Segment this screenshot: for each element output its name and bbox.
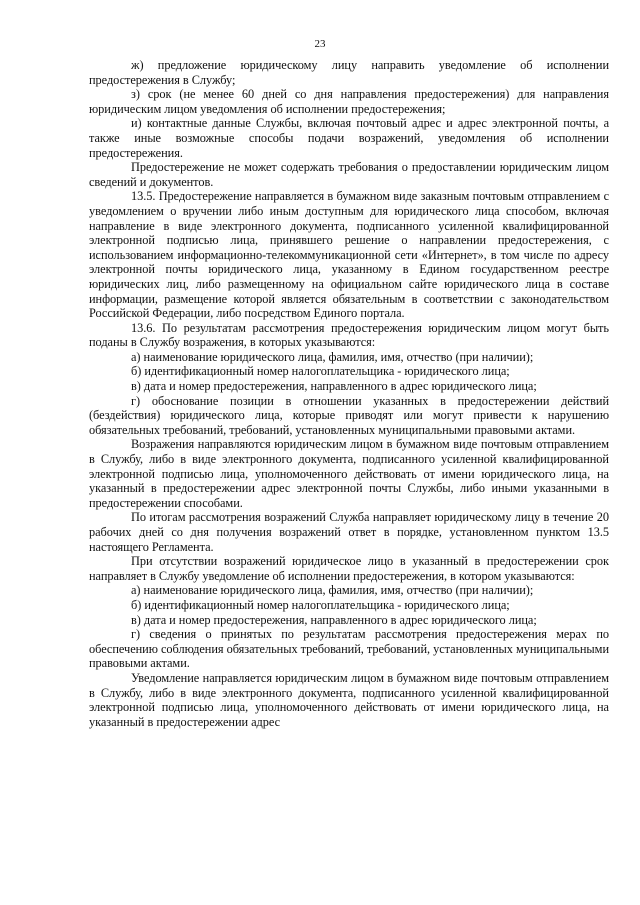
paragraph: 13.5. Предостережение направляется в бумажном виде заказным почтовым отправлением с уведомлением о вручении либо иным доступным для юридического лица способом, включая направление в виде электронного документа, подписанного усиленной квалифицированной электронной подписью лица, принявшего решение о направлении предостережения, с использованием информационно-телекоммуникационной сети «Интернет», в том числе по адресу электронной почты юридического лица, указанному в Едином государственном реестре юридических лиц, либо размещенному на официальном сайте юридического лица в составе информации, размещение которой является обязательным в соответствии с законодательством Российской Федерации, либо посредством Единого портала.	[89, 189, 609, 321]
paragraph: Возражения направляются юридическим лицом в бумажном виде почтовым отправлением в Службу, либо в виде электронного документа, подписанного усиленной квалифицированной электронной подписью лица, уполномоченного действовать от имени юридического лица, на указанный в предостережении адрес электронной почты Службы, либо иными указанными в предостережении способами.	[89, 437, 609, 510]
paragraph: При отсутствии возражений юридическое лицо в указанный в предостережении срок направляет в Службу уведомление об исполнении предостережения, в котором указываются:	[89, 554, 609, 583]
list-item: б) идентификационный номер налогоплательщика - юридического лица;	[131, 364, 510, 379]
list-item: г) обоснование позиции в отношении указанных в предостережении действий (бездействия) юридического лица, которые приводят или могут привести к нарушению обязательных требований, требований, установленных муниципальными правовыми актами.	[89, 393, 609, 437]
document-body	[89, 58, 609, 729]
paragraph: и) контактные данные Службы, включая почтовый адрес и адрес электронной почты, а также иные возможные способы подачи возражений, уведомления об исполнении предостережения.	[89, 116, 609, 160]
list-item: б) идентификационный номер налогоплательщика - юридического лица;	[131, 597, 510, 612]
list-item: в) дата и номер предостережения, направленного в адрес юридического лица;	[131, 612, 537, 627]
paragraph: Предостережение не может содержать требования о предоставлении юридическим лицом сведений и документов.	[89, 160, 609, 189]
paragraph: Уведомление направляется юридическим лицом в бумажном виде почтовым отправлением в Службу, либо в виде электронного документа, подписанного усиленной квалифицированной электронной подписью лица, уполномоченного действовать от имени юридического лица, на указанный в предостережении адрес	[89, 670, 609, 729]
paragraph: з) срок (не менее 60 дней со дня направления предостережения) для направления юридическим лицом уведомления об исполнении предостережения;	[89, 87, 609, 116]
list-item: а) наименование юридического лица, фамилия, имя, отчество (при наличии);	[131, 583, 534, 598]
paragraph: ж) предложение юридическому лицу направить уведомление об исполнении предостережения в Службу;	[89, 58, 609, 87]
list-item: г) сведения о принятых по результатам рассмотрения предостережения мерах по обеспечению соблюдения обязательных требований, требований, установленных муниципальными правовыми актами.	[89, 627, 609, 671]
paragraph: По итогам рассмотрения возражений Служба направляет юридическому лицу в течение 20 рабочих дней со дня получения возражений ответ в порядке, установленном пунктом 13.5 настоящего Регламента.	[89, 510, 609, 554]
list-item: в) дата и номер предостережения, направленного в адрес юридического лица;	[131, 379, 537, 394]
list-item: а) наименование юридического лица, фамилия, имя, отчество (при наличии);	[131, 349, 534, 364]
page-number: 23	[314, 38, 326, 50]
paragraph: 13.6. По результатам рассмотрения предостережения юридическим лицом могут быть поданы в Службу возражения, в которых указываются:	[89, 320, 609, 350]
